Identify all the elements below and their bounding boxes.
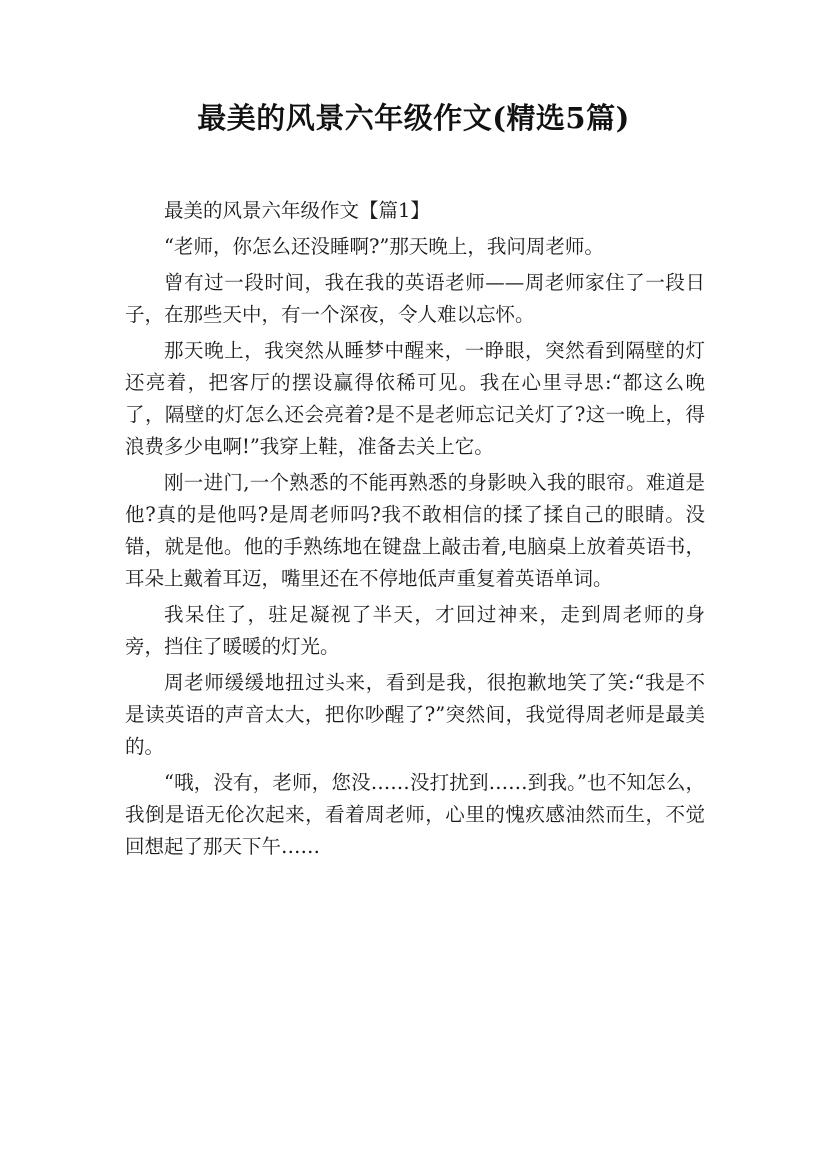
document-body	[125, 195, 705, 867]
paragraph: 那天晚上，我突然从睡梦中醒来，一睁眼，突然看到隔壁的灯还亮着，把客厅的摆设赢得依稀可见。我在心里寻思:“都这么晚了，隔壁的灯怎么还会亮着?是不是老师忘记关灯了?这一晚上，得浪费多少电啊!”我穿上鞋，准备去关上它。	[125, 339, 705, 458]
paragraph: 刚一进门,一个熟悉的不能再熟悉的身影映入我的眼帘。难道是他?真的是他吗?是周老师吗?我不敢相信的揉了揉自己的眼睛。没错，就是他。他的手熟练地在键盘上敲击着,电脑桌上放着英语书，耳朵上戴着耳迈，嘴里还在不停地低声重复着英语单词。	[125, 471, 705, 590]
paragraph: 周老师缓缓地扭过头来，看到是我，很抱歉地笑了笑:“我是不是读英语的声音太大，把你吵醒了?”突然间，我觉得周老师是最美的。	[125, 671, 705, 758]
document-title: 最美的风景六年级作文(精选5篇)	[197, 101, 630, 135]
paragraph: 曾有过一段时间，我在我的英语老师——周老师家住了一段日子，在那些天中，有一个深夜，令人难以忘怀。	[125, 271, 705, 326]
section-heading: 最美的风景六年级作文【篇1】	[164, 199, 430, 222]
paragraph: “哦，没有，老师，您没……没打扰到……到我。”也不知怎么，我倒是语无伦次起来，看着周老师，心里的愧疚感油然而生，不觉回想起了那天下午……	[125, 771, 705, 858]
paragraph: “老师，你怎么还没睡啊?”那天晚上，我问周老师。	[164, 235, 604, 258]
paragraph: 我呆住了，驻足凝视了半天，才回过神来，走到周老师的身旁，挡住了暖暖的灯光。	[125, 603, 705, 658]
